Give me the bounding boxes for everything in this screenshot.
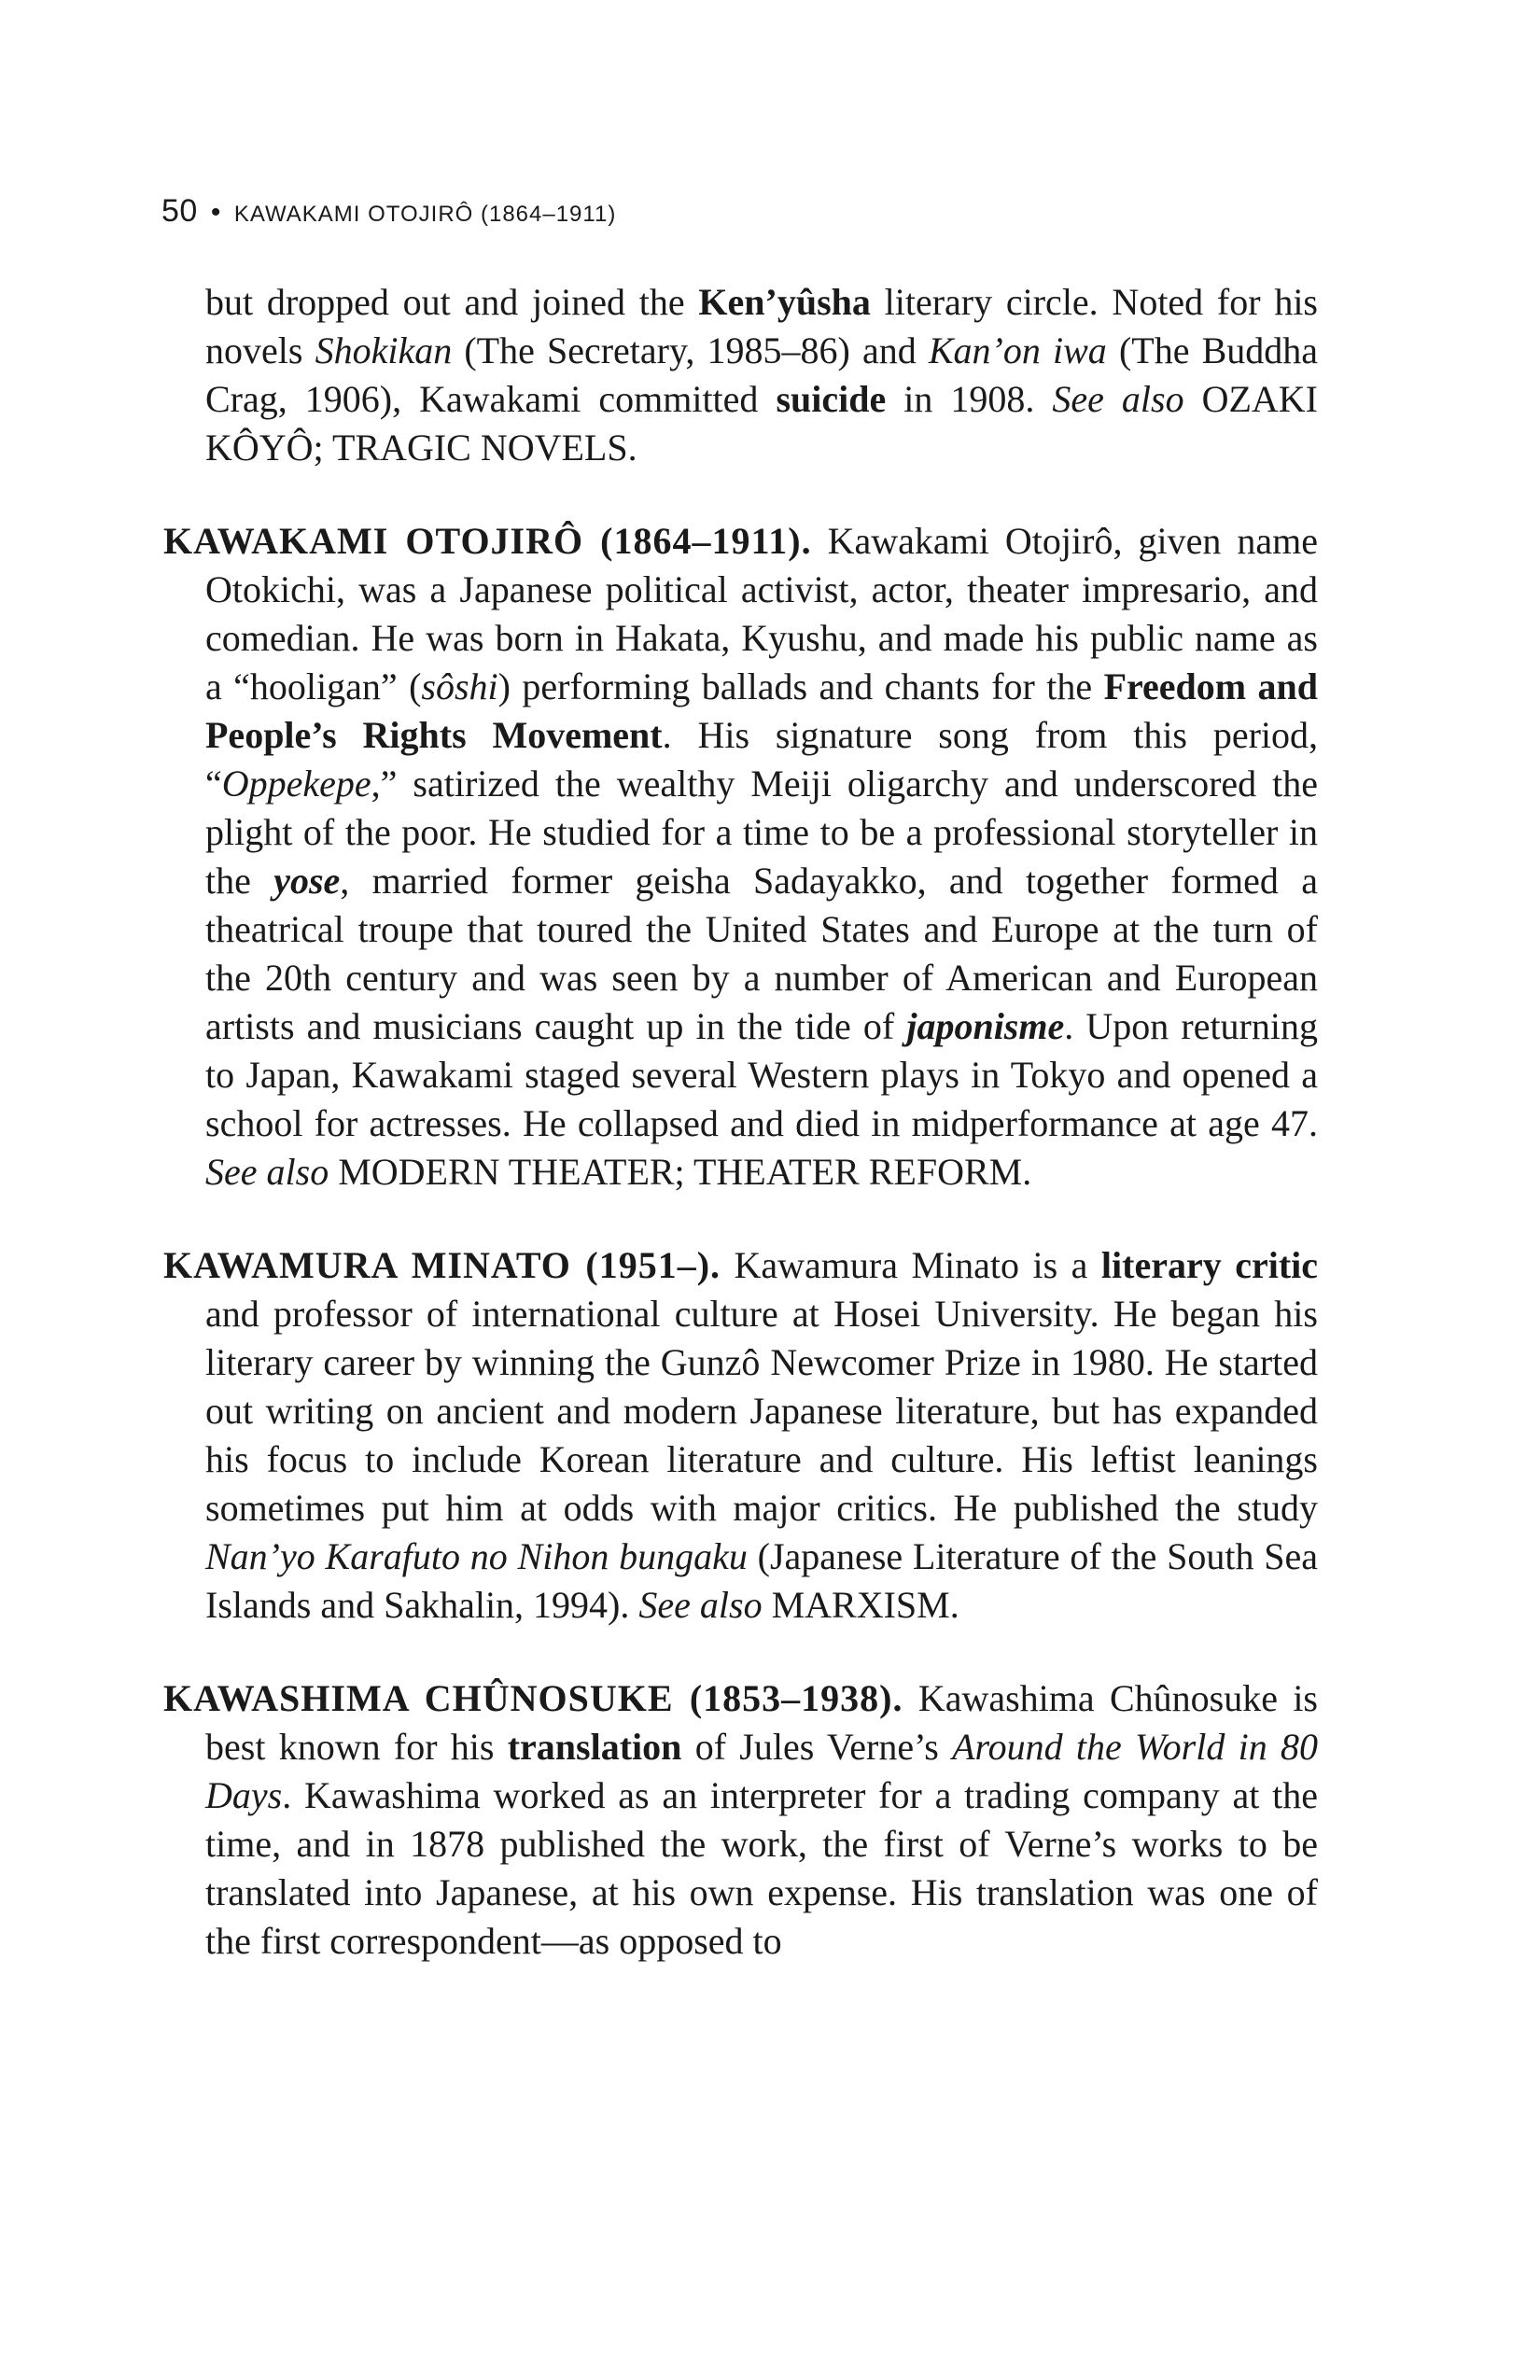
italic-term: sôshi <box>421 665 498 707</box>
italic-term: See also <box>638 1584 763 1626</box>
italic-term: Oppekepe <box>221 763 371 805</box>
text-run: Kawakami Otojirô, given name Otokichi, was a Japanese political activist, actor, theater impresario, and comedian. He was born in Hakata, Kyushu, and made his public name as a “hooligan” ( <box>205 520 1319 707</box>
entry-continuation <box>163 278 1318 472</box>
text-run: (The Secretary, 1985–86) and <box>452 329 929 371</box>
text-run: MODERN THEATER; THEATER REFORM. <box>329 1151 1032 1193</box>
italic-term: Around the World in 80 Days <box>205 1726 1318 1816</box>
bold-term: translation <box>507 1726 682 1768</box>
running-title: KAWAKAMI OTOJIRÔ (1864–1911) <box>233 202 617 227</box>
bold-italic-term: yose <box>273 860 341 902</box>
entry-headword: KAWAKAMI OTOJIRÔ (1864–1911). <box>163 520 812 562</box>
bold-term: Ken’yûsha <box>698 281 871 323</box>
bold-italic-term: japonisme <box>906 1005 1065 1047</box>
italic-term: Nan’yo Karafuto no Nihon bungaku <box>205 1535 748 1577</box>
entry-kawashima-chunosuke <box>163 1674 1318 1966</box>
text-run: Kawamura Minato is a <box>721 1244 1101 1286</box>
entry-headword: KAWASHIMA CHÛNOSUKE (1853–1938). <box>163 1677 903 1719</box>
bold-term: Freedom and People’s Rights Movement <box>205 665 1319 756</box>
text-run: (Japanese Literature of the South Sea Islands and Sakhalin, 1994). <box>205 1535 1318 1626</box>
text-run: and professor of international culture at Hosei University. He began his literary career by winning the Gunzô Newcomer Prize in 1980. He started out writing on ancient and modern Japanese literature, but has expanded his focus to include Korean literature and culture. His leftist leanings sometimes put him at odds with major critics. He published the study <box>205 1293 1318 1529</box>
italic-term: Kan’on iwa <box>928 329 1107 371</box>
text-run: ,” satirized the wealthy Meiji oligarchy and underscored the plight of the poor. He studied for a time to be a professional storyteller in the <box>205 763 1318 902</box>
entry-kawakami-otojiro <box>163 517 1318 1197</box>
page-number: 50 <box>161 193 198 229</box>
italic-term: Shokikan <box>315 329 453 371</box>
text-run: literary circle. Noted for his novels <box>205 281 1318 371</box>
entry-headword: KAWAMURA MINATO (1951–). <box>163 1244 721 1286</box>
entry-kawamura-minato <box>163 1241 1318 1630</box>
italic-term: See also <box>205 1151 329 1193</box>
text-run: , married former geisha Sadayakko, and together formed a theatrical troupe that toured the United States and Europe at the turn of the 20th century and was seen by a number of American and European artists and musicians caught up in the tide of <box>205 860 1319 1047</box>
bold-term: suicide <box>776 378 887 420</box>
text-run: (The Buddha Crag, 1906), Kawakami committed <box>205 329 1319 420</box>
text-run: MARXISM. <box>762 1584 959 1626</box>
text-run: but dropped out and joined the <box>205 281 699 323</box>
text-run: . Kawashima worked as an interpreter for a trading company at the time, and in 1878 published the work, the first of Verne’s works to be translated into Japanese, at his own expense. His translation was one of the first correspondent—as opposed to <box>205 1774 1318 1962</box>
text-run: OZAKI KÔYÔ; TRAGIC NOVELS. <box>205 378 1318 469</box>
body-text <box>163 278 1318 1966</box>
text-run: Kawashima Chûnosuke is best known for his <box>205 1677 1318 1768</box>
text-run: in 1908. <box>886 378 1053 420</box>
text-run: ) performing ballads and chants for the <box>497 665 1104 707</box>
italic-term: See also <box>1052 378 1184 420</box>
text-run: of Jules Verne’s <box>681 1726 953 1768</box>
page-header <box>161 194 616 231</box>
text-run: . His signature song from this period, “ <box>205 714 1318 805</box>
text-run: . Upon returning to Japan, Kawakami staged several Western plays in Tokyo and opened a school for actresses. He collapsed and died in midperformance at age 47. <box>205 1005 1318 1144</box>
bullet-separator: • <box>210 197 221 228</box>
bold-term: literary critic <box>1100 1244 1319 1286</box>
